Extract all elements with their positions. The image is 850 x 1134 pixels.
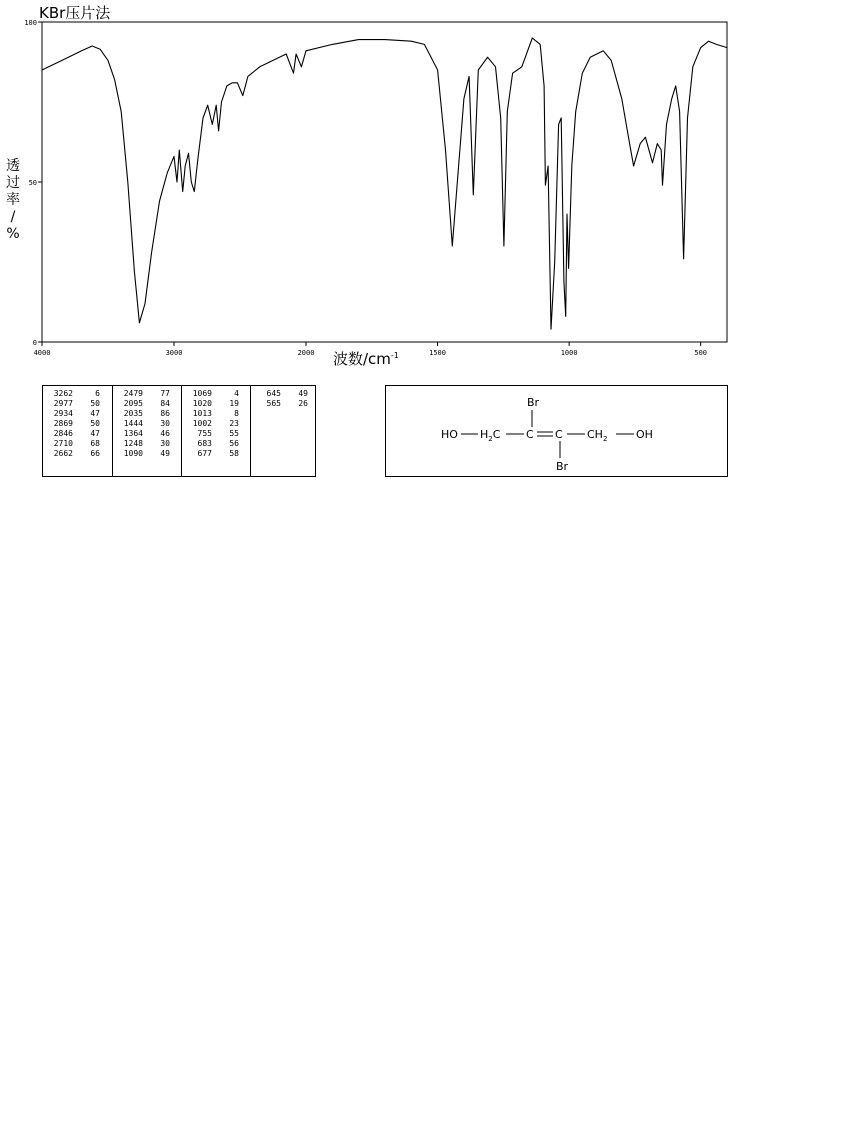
peak-row [182,419,250,429]
plot-frame [42,22,727,342]
peak-transmittance: 47 [90,409,100,418]
peak-wavenumber: 1069 [192,389,212,398]
y-axis-label-char: 率 [6,192,20,208]
x-axis-label-text: 波数/cm [333,350,391,368]
transmittance-series-line [42,38,727,329]
x-tick-label: 4000 [33,349,51,357]
peak-row [182,439,250,449]
peak-transmittance: 6 [95,389,100,398]
chart-axes [42,22,727,342]
peak-row [113,419,181,429]
peak-wavenumber: 2662 [53,449,73,458]
peak-row [251,399,315,409]
x-axis-label [333,348,399,369]
y-axis-label-char: % [6,226,20,242]
peak-row [43,429,112,439]
structural-formula [386,386,729,478]
peak-transmittance: 47 [90,429,100,438]
peak-row [43,439,112,449]
ch2-ch: CH [587,428,603,441]
peak-wavenumber: 3262 [53,389,73,398]
peak-wavenumber: 2035 [123,409,143,418]
ir-spectrum-chart [0,0,850,380]
peak-row [182,409,250,419]
y-tick-label: 50 [28,179,37,187]
peak-wavenumber: 1013 [192,409,212,418]
peak-transmittance: 55 [229,429,239,438]
peak-transmittance: 4 [234,389,239,398]
peak-transmittance: 19 [229,399,239,408]
peak-wavenumber: 1248 [123,439,143,448]
peak-row [113,439,181,449]
peak-row [43,399,112,409]
peak-wavenumber: 2095 [123,399,143,408]
ho-left-label: HO [441,428,458,441]
peak-row [113,399,181,409]
peak-transmittance: 56 [229,439,239,448]
peak-row [43,449,112,459]
peak-wavenumber: 2846 [53,429,73,438]
peak-row [113,409,181,419]
peak-table [42,385,316,477]
peak-wavenumber: 2977 [53,399,73,408]
y-tick-label: 100 [24,19,37,27]
h2c-c: C [492,428,501,441]
x-tick-label: 500 [694,349,708,357]
peak-wavenumber: 1020 [192,399,212,408]
x-tick-label: 2000 [297,349,315,357]
y-axis-label-char: 透 [6,158,20,174]
br-top-label: Br [527,396,540,409]
peak-wavenumber: 1444 [123,419,143,428]
peak-row [251,389,315,399]
x-tick-label: 3000 [165,349,183,357]
peak-transmittance: 50 [90,399,100,408]
peak-wavenumber: 1002 [192,419,212,428]
peak-row [43,419,112,429]
peak-transmittance: 8 [234,409,239,418]
chart-ticks [24,19,707,357]
peak-transmittance: 66 [90,449,100,458]
y-axis-label-char: / [10,209,16,225]
peak-transmittance: 77 [160,389,170,398]
peak-row [113,389,181,399]
peak-wavenumber: 755 [197,429,212,438]
peak-transmittance: 30 [160,419,170,428]
peak-row [113,429,181,439]
oh-right-label: OH [636,428,653,441]
method-label: KBr压片法 [39,4,111,22]
c1-label: C [526,428,534,441]
peak-wavenumber: 683 [197,439,212,448]
x-axis-label-superscript: -1 [390,351,399,360]
peak-transmittance: 50 [90,419,100,428]
peak-transmittance: 46 [160,429,170,438]
h2c-group [480,428,501,443]
peak-wavenumber: 2710 [53,439,73,448]
peak-transmittance: 26 [298,399,308,408]
peak-column [43,386,113,476]
ch2-subscript: 2 [602,435,608,443]
peak-wavenumber: 2479 [123,389,143,398]
peak-row [43,409,112,419]
peak-wavenumber: 1364 [123,429,143,438]
peak-transmittance: 58 [229,449,239,458]
y-axis-label [2,158,24,243]
c2-label: C [555,428,563,441]
structure-box [385,385,728,477]
x-tick-label: 1500 [429,349,446,357]
peak-transmittance: 68 [90,439,100,448]
y-tick-label: 0 [32,339,37,347]
peak-wavenumber: 2934 [53,409,73,418]
h2c-subscript: 2 [488,435,493,443]
peak-wavenumber: 1090 [123,449,143,458]
peak-column [113,386,182,476]
peak-wavenumber: 677 [197,449,212,458]
peak-transmittance: 86 [160,409,170,418]
peak-wavenumber: 2869 [53,419,73,428]
peak-column [182,386,251,476]
peak-transmittance: 30 [160,439,170,448]
peak-column [251,386,315,476]
peak-wavenumber: 565 [266,399,281,408]
ch2-group [587,428,607,443]
chart-series-layer [42,38,727,329]
y-axis-label-char: 过 [6,175,20,191]
peak-transmittance: 23 [229,419,239,428]
peak-row [182,389,250,399]
peak-row [182,399,250,409]
peak-row [43,389,112,399]
h2c-h: H [480,428,489,441]
peak-transmittance: 84 [160,399,170,408]
peak-transmittance: 49 [160,449,170,458]
peak-wavenumber: 645 [266,389,281,398]
peak-transmittance: 49 [298,389,308,398]
peak-row [182,449,250,459]
x-tick-label: 1000 [560,349,578,357]
br-bottom-label: Br [556,460,569,473]
peak-row [182,429,250,439]
peak-row [113,449,181,459]
